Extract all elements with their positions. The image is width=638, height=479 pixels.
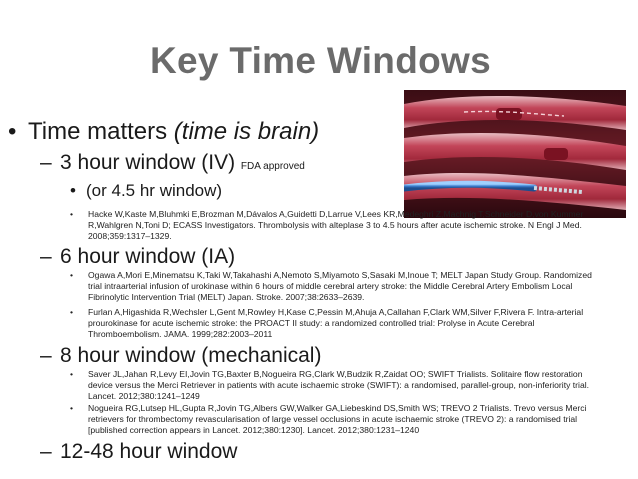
sub-bullet-4-5-hour [70,181,222,201]
reference-line: R,Wahlgren N,Toni D; ECASS Investigators. Thrombolysis with alteplase 3 to 4.5 hours after acute ischemic stroke. N Engl J Med. [88,220,582,231]
dash-marker: – [40,151,52,174]
reference-line: [published correction appears in Lancet. 2012;380:1230]. Lancet. 2012;380:1231–1240 [88,425,420,436]
bullet-marker: • [70,403,74,413]
reference-line: Ogawa A,Mori E,Minematsu K,Taki W,Takahashi A,Nemoto S,Miyamoto S,Sasaki M,Inoue T; MELT Japan Study Group. Randomized [88,270,592,280]
dash-marker: – [40,344,52,367]
window-8-hour [40,344,321,368]
reference-proact [70,307,630,343]
bullet-marker: • [70,307,74,317]
reference-swift [70,369,630,405]
reference-line: Fibrinolytic Intervention Trial (MELT) Japan. Stroke. 2007;38:2633–2639. [88,292,365,303]
reference-line: Furlan A,Higashida R,Wechsler L,Gent M,Rowley H,Kase C,Pessin M,Ahuja A,Callahan F,Clark WM,Silver F,Rivera F. Intra-arterial [88,307,584,317]
bullet-emphasis: (time is brain) [173,118,320,145]
reference-line: Saver JL,Jahan R,Levy EI,Jovin TG,Baxter B,Nogueira RG,Clark W,Budzik R,Zaidat OO; SWIFT Trialists. Solitaire flow restoration [88,369,583,379]
reference-trevo [70,403,630,439]
window-12-48-hour [40,440,237,464]
bullet-marker: • [8,118,17,145]
window-3-hour [40,151,305,175]
reference-line: Hacke W,Kaste M,Bluhmki E,Brozman M,Dávalos A,Guidetti D,Larrue V,Lees KR,Medeghri Z,Machnig T,Schneider D,von Kummer [88,209,584,219]
thrombectomy-illustration [404,90,626,218]
dash-marker: – [40,245,52,268]
slide-title: Key Time Windows [150,40,491,81]
reference-line: Lancet. 2012;380:1241–1249 [88,391,200,402]
reference-line: Thromboembolism. JAMA. 1999;282:2003–2011 [88,329,273,340]
reference-line: Nogueira RG,Lutsep HL,Gupta R,Jovin TG,Albers GW,Walker GA,Liebeskind DS,Smith WS; TREVO 2 Trialists. Trevo versus Merci [88,403,587,413]
bullet-marker: • [70,369,74,379]
dash-marker: – [40,440,52,463]
fda-approved-note: FDA approved [240,161,305,172]
reference-line: device versus the Merci Retriever in patients with acute ischaemic stroke (SWIFT): a randomised, parallel-group, non-inferiority trial. [88,380,590,391]
reference-melt [70,270,630,306]
reference-line: 2008;359:1317–1329. [88,231,172,242]
window-label: 12-48 hour window [60,440,238,463]
reference-line: prourokinase for acute ischemic stroke: the PROACT II study: a randomized controlled trial: Prolyse in Acute Cerebral [88,318,535,329]
bullet-marker: • [70,181,76,200]
window-label: 6 hour window (IA) [60,245,236,268]
bullet-time-matters [8,118,319,146]
bullet-marker: • [70,270,74,280]
window-label: 3 hour window (IV) [60,151,236,174]
reference-line: trial intraarterial infusion of urokinase within 6 hours of middle cerebral artery stroke: the Middle Cerebral Artery Embolism Local [88,281,573,292]
window-6-hour [40,245,235,269]
bullet-text: Time matters [28,118,168,145]
bullet-marker: • [70,209,74,219]
reference-ecass [70,209,630,245]
window-label: 8 hour window (mechanical) [60,344,322,367]
sub-bullet-text: (or 4.5 hr window) [86,181,223,200]
reference-line: retrievers for thrombectomy revascularisation of large vessel occlusions in acute ischaemic stroke (TREVO 2): a randomised trial [88,414,578,425]
